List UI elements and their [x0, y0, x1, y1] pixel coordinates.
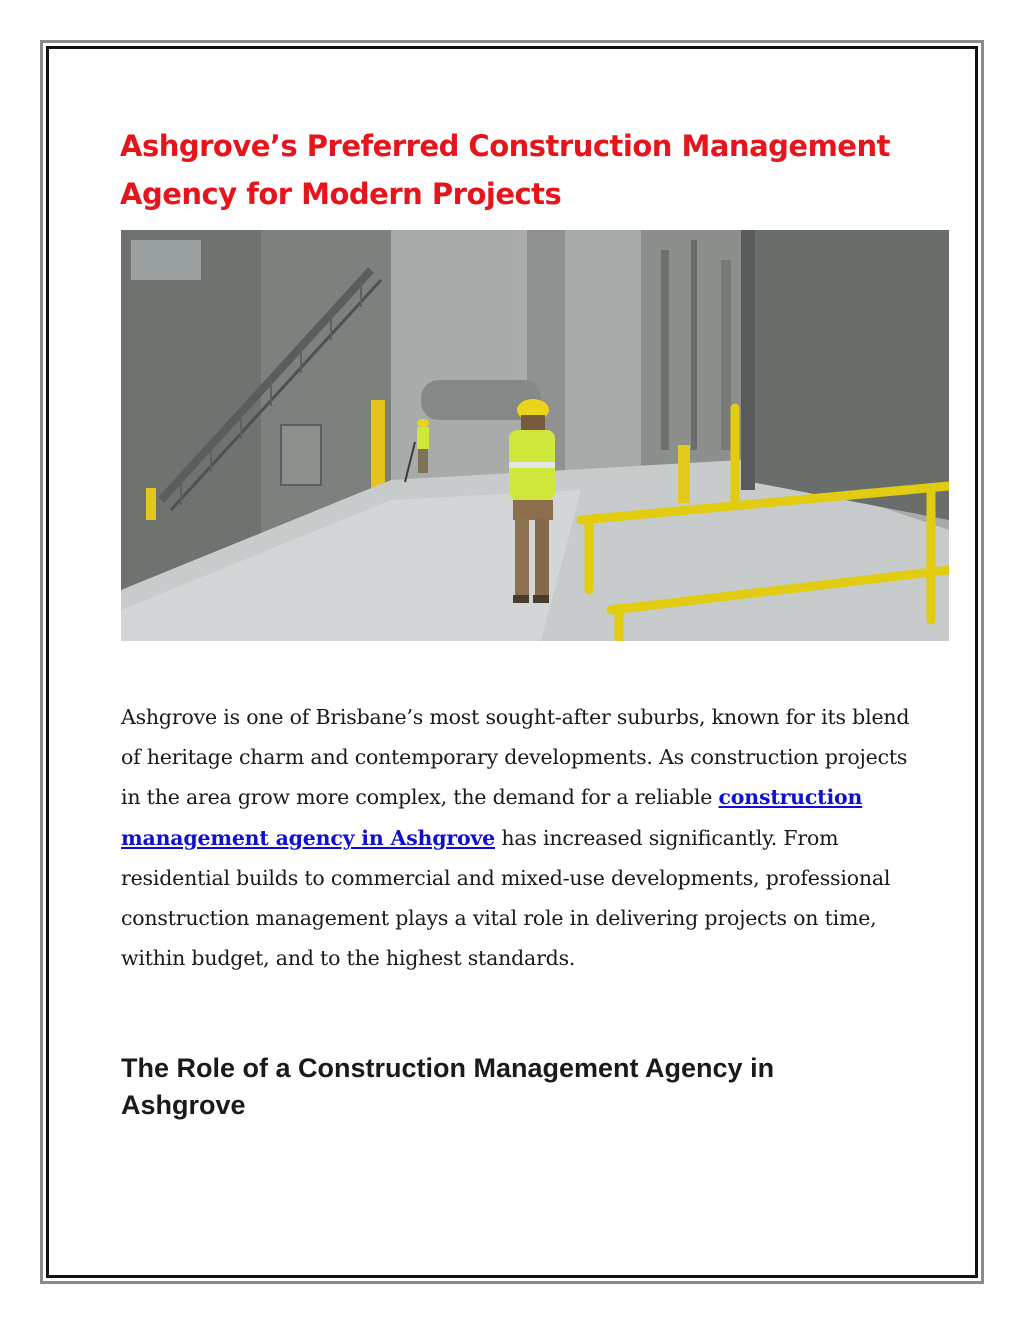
intro-paragraph: [121, 697, 921, 978]
document-title: Ashgrove’s Preferred Construction Management Agency for Modern Projects: [120, 129, 890, 211]
hero-image: [121, 230, 949, 641]
agency-link[interactable]: construction management agency in Ashgrove: [121, 785, 863, 850]
construction-site-photo-icon: [121, 230, 949, 641]
intro-text-before-link: Ashgrove is one of Brisbane’s most sought-after suburbs, known for its blend of heritage charm and contemporary developments. As construction projects in the area grow more complex, the demand for a reliable: [121, 705, 910, 810]
section-heading: The Role of a Construction Management Agency in Ashgrove: [121, 1053, 775, 1120]
intro-text-after-link: has increased significantly. From residential builds to commercial and mixed-use developments, professional construction management plays a vital role in delivering projects on time, within budget, and to the highest standards.: [121, 825, 891, 971]
